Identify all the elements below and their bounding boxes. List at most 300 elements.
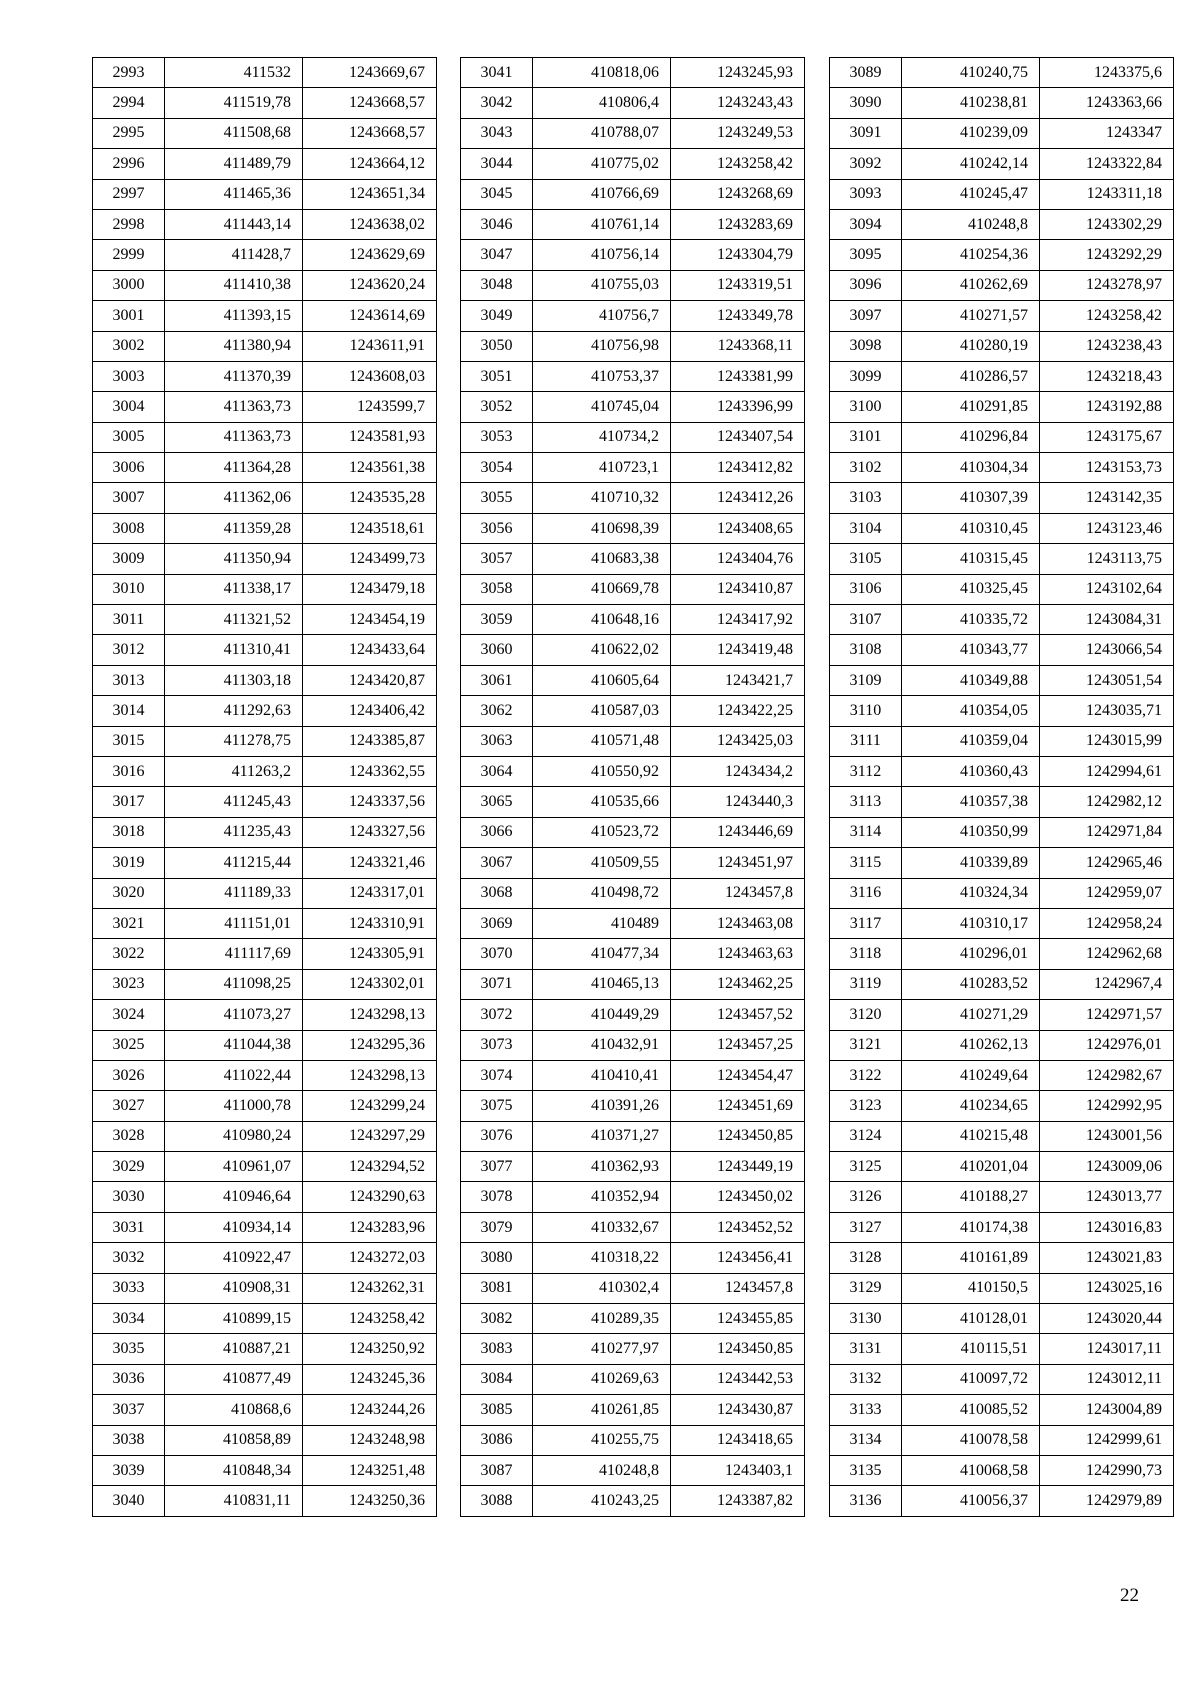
table-row bbox=[93, 483, 437, 513]
x-coordinate-cell: 410946,64 bbox=[165, 1182, 303, 1212]
x-coordinate-cell: 410271,57 bbox=[902, 301, 1040, 331]
y-coordinate-cell: 1243463,08 bbox=[671, 908, 805, 938]
table-row bbox=[93, 1395, 437, 1425]
table-row bbox=[93, 1425, 437, 1455]
x-coordinate-cell: 410339,89 bbox=[902, 848, 1040, 878]
point-number-cell: 3128 bbox=[830, 1243, 902, 1273]
x-coordinate-cell: 410283,52 bbox=[902, 969, 1040, 999]
y-coordinate-cell: 1243407,54 bbox=[671, 422, 805, 452]
y-coordinate-cell: 1243664,12 bbox=[303, 149, 437, 179]
x-coordinate-cell: 411292,63 bbox=[165, 696, 303, 726]
x-coordinate-cell: 410238,81 bbox=[902, 88, 1040, 118]
y-coordinate-cell: 1243258,42 bbox=[1040, 301, 1174, 331]
x-coordinate-cell: 410286,57 bbox=[902, 361, 1040, 391]
table-row bbox=[93, 1030, 437, 1060]
point-number-cell: 3001 bbox=[93, 301, 165, 331]
point-number-cell: 3011 bbox=[93, 605, 165, 635]
table-row bbox=[461, 848, 805, 878]
table-row bbox=[830, 848, 1174, 878]
x-coordinate-cell: 410465,13 bbox=[533, 969, 671, 999]
point-number-cell: 3016 bbox=[93, 756, 165, 786]
x-coordinate-cell: 410343,77 bbox=[902, 635, 1040, 665]
y-coordinate-cell: 1243419,48 bbox=[671, 635, 805, 665]
y-coordinate-cell: 1243245,93 bbox=[671, 58, 805, 88]
point-number-cell: 3085 bbox=[461, 1395, 533, 1425]
table-row bbox=[830, 58, 1174, 88]
table-row bbox=[93, 878, 437, 908]
point-number-cell: 3082 bbox=[461, 1304, 533, 1334]
table-row bbox=[93, 1121, 437, 1151]
y-coordinate-cell: 1243298,13 bbox=[303, 1000, 437, 1030]
table-row bbox=[461, 817, 805, 847]
point-number-cell: 3072 bbox=[461, 1000, 533, 1030]
table-row bbox=[93, 58, 437, 88]
point-number-cell: 3056 bbox=[461, 513, 533, 543]
x-coordinate-cell: 410332,67 bbox=[533, 1212, 671, 1242]
y-coordinate-cell: 1243245,36 bbox=[303, 1364, 437, 1394]
table-row bbox=[93, 787, 437, 817]
point-number-cell: 3038 bbox=[93, 1425, 165, 1455]
table-row bbox=[830, 422, 1174, 452]
point-number-cell: 3020 bbox=[93, 878, 165, 908]
x-coordinate-cell: 411022,44 bbox=[165, 1060, 303, 1090]
x-coordinate-cell: 410056,37 bbox=[902, 1486, 1040, 1516]
table-row bbox=[461, 331, 805, 361]
x-coordinate-cell: 411278,75 bbox=[165, 726, 303, 756]
x-coordinate-cell: 410239,09 bbox=[902, 118, 1040, 148]
table-row bbox=[830, 270, 1174, 300]
point-number-cell: 3132 bbox=[830, 1364, 902, 1394]
x-coordinate-cell: 410261,85 bbox=[533, 1395, 671, 1425]
y-coordinate-cell: 1243462,25 bbox=[671, 969, 805, 999]
point-number-cell: 3041 bbox=[461, 58, 533, 88]
point-number-cell: 3060 bbox=[461, 635, 533, 665]
y-coordinate-cell: 1242965,46 bbox=[1040, 848, 1174, 878]
point-number-cell: 3100 bbox=[830, 392, 902, 422]
point-number-cell: 3133 bbox=[830, 1395, 902, 1425]
point-number-cell: 3048 bbox=[461, 270, 533, 300]
x-coordinate-cell: 410755,03 bbox=[533, 270, 671, 300]
y-coordinate-cell: 1242982,12 bbox=[1040, 787, 1174, 817]
y-coordinate-cell: 1243305,91 bbox=[303, 939, 437, 969]
table-row bbox=[461, 635, 805, 665]
table-row bbox=[461, 513, 805, 543]
y-coordinate-cell: 1243422,25 bbox=[671, 696, 805, 726]
point-number-cell: 3043 bbox=[461, 118, 533, 148]
point-number-cell: 3130 bbox=[830, 1304, 902, 1334]
x-coordinate-cell: 410262,13 bbox=[902, 1030, 1040, 1060]
x-coordinate-cell: 410354,05 bbox=[902, 696, 1040, 726]
x-coordinate-cell: 410698,39 bbox=[533, 513, 671, 543]
point-number-cell: 3040 bbox=[93, 1486, 165, 1516]
x-coordinate-cell: 410605,64 bbox=[533, 665, 671, 695]
x-coordinate-cell: 411215,44 bbox=[165, 848, 303, 878]
y-coordinate-cell: 1243385,87 bbox=[303, 726, 437, 756]
y-coordinate-cell: 1243295,36 bbox=[303, 1030, 437, 1060]
y-coordinate-cell: 1243611,91 bbox=[303, 331, 437, 361]
point-number-cell: 3090 bbox=[830, 88, 902, 118]
x-coordinate-cell: 410756,98 bbox=[533, 331, 671, 361]
point-number-cell: 3081 bbox=[461, 1273, 533, 1303]
table-row bbox=[461, 483, 805, 513]
table-row bbox=[461, 1121, 805, 1151]
y-coordinate-cell: 1243283,96 bbox=[303, 1212, 437, 1242]
x-coordinate-cell: 410745,04 bbox=[533, 392, 671, 422]
point-number-cell: 3025 bbox=[93, 1030, 165, 1060]
point-number-cell: 3109 bbox=[830, 665, 902, 695]
y-coordinate-cell: 1243021,83 bbox=[1040, 1243, 1174, 1273]
point-number-cell: 3096 bbox=[830, 270, 902, 300]
table-row bbox=[830, 118, 1174, 148]
table-row bbox=[461, 301, 805, 331]
table-row bbox=[461, 939, 805, 969]
table-row bbox=[93, 209, 437, 239]
table-row bbox=[93, 848, 437, 878]
x-coordinate-cell: 410296,01 bbox=[902, 939, 1040, 969]
y-coordinate-cell: 1243535,28 bbox=[303, 483, 437, 513]
point-number-cell: 3115 bbox=[830, 848, 902, 878]
table-row bbox=[93, 361, 437, 391]
x-coordinate-cell: 410587,03 bbox=[533, 696, 671, 726]
y-coordinate-cell: 1243421,7 bbox=[671, 665, 805, 695]
x-coordinate-cell: 410899,15 bbox=[165, 1304, 303, 1334]
x-coordinate-cell: 410310,45 bbox=[902, 513, 1040, 543]
x-coordinate-cell: 411321,52 bbox=[165, 605, 303, 635]
table-row bbox=[93, 939, 437, 969]
x-coordinate-cell: 411362,06 bbox=[165, 483, 303, 513]
x-coordinate-cell: 410269,63 bbox=[533, 1364, 671, 1394]
x-coordinate-cell: 410357,38 bbox=[902, 787, 1040, 817]
y-coordinate-cell: 1243015,99 bbox=[1040, 726, 1174, 756]
y-coordinate-cell: 1243243,43 bbox=[671, 88, 805, 118]
table-row bbox=[461, 1425, 805, 1455]
point-number-cell: 3063 bbox=[461, 726, 533, 756]
y-coordinate-cell: 1243457,52 bbox=[671, 1000, 805, 1030]
y-coordinate-cell: 1243620,24 bbox=[303, 270, 437, 300]
x-coordinate-cell: 411519,78 bbox=[165, 88, 303, 118]
x-coordinate-cell: 410887,21 bbox=[165, 1334, 303, 1364]
table-row bbox=[830, 878, 1174, 908]
y-coordinate-cell: 1243668,57 bbox=[303, 118, 437, 148]
x-coordinate-cell: 410068,58 bbox=[902, 1455, 1040, 1485]
x-coordinate-cell: 410242,14 bbox=[902, 149, 1040, 179]
point-number-cell: 3039 bbox=[93, 1455, 165, 1485]
x-coordinate-cell: 410858,89 bbox=[165, 1425, 303, 1455]
y-coordinate-cell: 1243142,35 bbox=[1040, 483, 1174, 513]
table-row bbox=[461, 240, 805, 270]
y-coordinate-cell: 1243368,11 bbox=[671, 331, 805, 361]
x-coordinate-cell: 410818,06 bbox=[533, 58, 671, 88]
table-row bbox=[93, 179, 437, 209]
x-coordinate-cell: 410318,22 bbox=[533, 1243, 671, 1273]
y-coordinate-cell: 1243123,46 bbox=[1040, 513, 1174, 543]
y-coordinate-cell: 1243113,75 bbox=[1040, 544, 1174, 574]
table-row bbox=[93, 756, 437, 786]
point-number-cell: 3017 bbox=[93, 787, 165, 817]
x-coordinate-cell: 410335,72 bbox=[902, 605, 1040, 635]
x-coordinate-cell: 410806,4 bbox=[533, 88, 671, 118]
table-row bbox=[93, 544, 437, 574]
x-coordinate-cell: 410571,48 bbox=[533, 726, 671, 756]
table-row bbox=[93, 1304, 437, 1334]
page-number: 22 bbox=[1120, 1585, 1139, 1606]
table-row bbox=[461, 422, 805, 452]
table-row bbox=[830, 969, 1174, 999]
point-number-cell: 3091 bbox=[830, 118, 902, 148]
point-number-cell: 3079 bbox=[461, 1212, 533, 1242]
y-coordinate-cell: 1243387,82 bbox=[671, 1486, 805, 1516]
table-row bbox=[830, 1030, 1174, 1060]
point-number-cell: 3023 bbox=[93, 969, 165, 999]
y-coordinate-cell: 1243020,44 bbox=[1040, 1304, 1174, 1334]
table-row bbox=[93, 908, 437, 938]
x-coordinate-cell: 410085,52 bbox=[902, 1395, 1040, 1425]
y-coordinate-cell: 1243102,64 bbox=[1040, 574, 1174, 604]
x-coordinate-cell: 410710,32 bbox=[533, 483, 671, 513]
y-coordinate-cell: 1243599,7 bbox=[303, 392, 437, 422]
point-number-cell: 3052 bbox=[461, 392, 533, 422]
y-coordinate-cell: 1242967,4 bbox=[1040, 969, 1174, 999]
point-number-cell: 3134 bbox=[830, 1425, 902, 1455]
y-coordinate-cell: 1243410,87 bbox=[671, 574, 805, 604]
x-coordinate-cell: 410432,91 bbox=[533, 1030, 671, 1060]
point-number-cell: 3117 bbox=[830, 908, 902, 938]
table-row bbox=[93, 574, 437, 604]
table-row bbox=[461, 1455, 805, 1485]
table-row bbox=[93, 1000, 437, 1030]
y-coordinate-cell: 1243250,92 bbox=[303, 1334, 437, 1364]
x-coordinate-cell: 410391,26 bbox=[533, 1091, 671, 1121]
table-row bbox=[461, 696, 805, 726]
x-coordinate-cell: 410277,97 bbox=[533, 1334, 671, 1364]
y-coordinate-cell: 1243298,13 bbox=[303, 1060, 437, 1090]
point-number-cell: 3045 bbox=[461, 179, 533, 209]
point-number-cell: 3027 bbox=[93, 1091, 165, 1121]
point-number-cell: 3015 bbox=[93, 726, 165, 756]
x-coordinate-cell: 410240,75 bbox=[902, 58, 1040, 88]
y-coordinate-cell: 1243302,29 bbox=[1040, 209, 1174, 239]
table-row bbox=[93, 1212, 437, 1242]
y-coordinate-cell: 1243457,8 bbox=[671, 1273, 805, 1303]
y-coordinate-cell: 1243153,73 bbox=[1040, 453, 1174, 483]
x-coordinate-cell: 411189,33 bbox=[165, 878, 303, 908]
point-number-cell: 3126 bbox=[830, 1182, 902, 1212]
point-number-cell: 3005 bbox=[93, 422, 165, 452]
table-row bbox=[830, 1425, 1174, 1455]
table-row bbox=[461, 118, 805, 148]
x-coordinate-cell: 410248,8 bbox=[533, 1455, 671, 1485]
table-row bbox=[461, 1364, 805, 1394]
y-coordinate-cell: 1243457,8 bbox=[671, 878, 805, 908]
y-coordinate-cell: 1243463,63 bbox=[671, 939, 805, 969]
table-row bbox=[93, 1334, 437, 1364]
x-coordinate-cell: 410734,2 bbox=[533, 422, 671, 452]
table-row bbox=[93, 240, 437, 270]
y-coordinate-cell: 1243319,51 bbox=[671, 270, 805, 300]
y-coordinate-cell: 1243294,52 bbox=[303, 1152, 437, 1182]
point-number-cell: 2999 bbox=[93, 240, 165, 270]
x-coordinate-cell: 410097,72 bbox=[902, 1364, 1040, 1394]
y-coordinate-cell: 1243192,88 bbox=[1040, 392, 1174, 422]
y-coordinate-cell: 1243262,31 bbox=[303, 1273, 437, 1303]
y-coordinate-cell: 1242976,01 bbox=[1040, 1030, 1174, 1060]
y-coordinate-cell: 1243311,18 bbox=[1040, 179, 1174, 209]
x-coordinate-cell: 410761,14 bbox=[533, 209, 671, 239]
x-coordinate-cell: 411410,38 bbox=[165, 270, 303, 300]
y-coordinate-cell: 1243629,69 bbox=[303, 240, 437, 270]
point-number-cell: 3110 bbox=[830, 696, 902, 726]
table-row bbox=[93, 1182, 437, 1212]
table-row bbox=[830, 453, 1174, 483]
x-coordinate-cell: 411310,41 bbox=[165, 635, 303, 665]
y-coordinate-cell: 1243412,82 bbox=[671, 453, 805, 483]
y-coordinate-cell: 1242971,84 bbox=[1040, 817, 1174, 847]
point-number-cell: 3037 bbox=[93, 1395, 165, 1425]
point-number-cell: 3071 bbox=[461, 969, 533, 999]
x-coordinate-cell: 411443,14 bbox=[165, 209, 303, 239]
point-number-cell: 3093 bbox=[830, 179, 902, 209]
table-row bbox=[830, 331, 1174, 361]
point-number-cell: 3124 bbox=[830, 1121, 902, 1151]
table-row bbox=[830, 88, 1174, 118]
x-coordinate-cell: 410255,75 bbox=[533, 1425, 671, 1455]
y-coordinate-cell: 1243017,11 bbox=[1040, 1334, 1174, 1364]
point-number-cell: 3010 bbox=[93, 574, 165, 604]
x-coordinate-cell: 410756,7 bbox=[533, 301, 671, 331]
point-number-cell: 3030 bbox=[93, 1182, 165, 1212]
y-coordinate-cell: 1243322,84 bbox=[1040, 149, 1174, 179]
y-coordinate-cell: 1243025,16 bbox=[1040, 1273, 1174, 1303]
y-coordinate-cell: 1243412,26 bbox=[671, 483, 805, 513]
y-coordinate-cell: 1243457,25 bbox=[671, 1030, 805, 1060]
table-row bbox=[830, 635, 1174, 665]
y-coordinate-cell: 1243455,85 bbox=[671, 1304, 805, 1334]
point-number-cell: 3022 bbox=[93, 939, 165, 969]
table-row bbox=[830, 179, 1174, 209]
point-number-cell: 3066 bbox=[461, 817, 533, 847]
table-row bbox=[93, 1455, 437, 1485]
y-coordinate-cell: 1243561,38 bbox=[303, 453, 437, 483]
y-coordinate-cell: 1243608,03 bbox=[303, 361, 437, 391]
table-row bbox=[461, 605, 805, 635]
point-number-cell: 3059 bbox=[461, 605, 533, 635]
y-coordinate-cell: 1243381,99 bbox=[671, 361, 805, 391]
y-coordinate-cell: 1243290,63 bbox=[303, 1182, 437, 1212]
table-row bbox=[93, 392, 437, 422]
x-coordinate-cell: 410934,14 bbox=[165, 1212, 303, 1242]
y-coordinate-cell: 1243425,03 bbox=[671, 726, 805, 756]
point-number-cell: 3107 bbox=[830, 605, 902, 635]
y-coordinate-cell: 1243581,93 bbox=[303, 422, 437, 452]
table-row bbox=[93, 422, 437, 452]
point-number-cell: 3007 bbox=[93, 483, 165, 513]
point-number-cell: 3073 bbox=[461, 1030, 533, 1060]
x-coordinate-cell: 410371,27 bbox=[533, 1121, 671, 1151]
y-coordinate-cell: 1243668,57 bbox=[303, 88, 437, 118]
table-row bbox=[93, 270, 437, 300]
table-row bbox=[830, 544, 1174, 574]
y-coordinate-cell: 1243249,53 bbox=[671, 118, 805, 148]
x-coordinate-cell: 411393,15 bbox=[165, 301, 303, 331]
table-row bbox=[830, 1060, 1174, 1090]
point-number-cell: 3003 bbox=[93, 361, 165, 391]
x-coordinate-cell: 410775,02 bbox=[533, 149, 671, 179]
point-number-cell: 2997 bbox=[93, 179, 165, 209]
x-coordinate-cell: 411117,69 bbox=[165, 939, 303, 969]
y-coordinate-cell: 1243450,85 bbox=[671, 1121, 805, 1151]
y-coordinate-cell: 1243404,76 bbox=[671, 544, 805, 574]
table-row bbox=[830, 1182, 1174, 1212]
point-number-cell: 3054 bbox=[461, 453, 533, 483]
y-coordinate-cell: 1243016,83 bbox=[1040, 1212, 1174, 1242]
x-coordinate-cell: 411489,79 bbox=[165, 149, 303, 179]
point-number-cell: 3024 bbox=[93, 1000, 165, 1030]
x-coordinate-cell: 410201,04 bbox=[902, 1152, 1040, 1182]
point-number-cell: 3120 bbox=[830, 1000, 902, 1030]
x-coordinate-cell: 410243,25 bbox=[533, 1486, 671, 1516]
x-coordinate-cell: 411263,2 bbox=[165, 756, 303, 786]
point-number-cell: 3021 bbox=[93, 908, 165, 938]
table-row bbox=[830, 1304, 1174, 1334]
table-row bbox=[461, 574, 805, 604]
point-number-cell: 2996 bbox=[93, 149, 165, 179]
y-coordinate-cell: 1243012,11 bbox=[1040, 1364, 1174, 1394]
point-number-cell: 3034 bbox=[93, 1304, 165, 1334]
y-coordinate-cell: 1243454,47 bbox=[671, 1060, 805, 1090]
point-number-cell: 3087 bbox=[461, 1455, 533, 1485]
point-number-cell: 3053 bbox=[461, 422, 533, 452]
point-number-cell: 3102 bbox=[830, 453, 902, 483]
x-coordinate-cell: 410289,35 bbox=[533, 1304, 671, 1334]
point-number-cell: 3099 bbox=[830, 361, 902, 391]
x-coordinate-cell: 410262,69 bbox=[902, 270, 1040, 300]
point-number-cell: 3004 bbox=[93, 392, 165, 422]
table-row bbox=[93, 817, 437, 847]
point-number-cell: 3062 bbox=[461, 696, 533, 726]
y-coordinate-cell: 1242994,61 bbox=[1040, 756, 1174, 786]
y-coordinate-cell: 1242959,07 bbox=[1040, 878, 1174, 908]
point-number-cell: 3050 bbox=[461, 331, 533, 361]
table-row bbox=[461, 1212, 805, 1242]
table-row bbox=[830, 240, 1174, 270]
table-row bbox=[830, 1395, 1174, 1425]
table-row bbox=[93, 149, 437, 179]
table-row bbox=[461, 969, 805, 999]
point-number-cell: 3014 bbox=[93, 696, 165, 726]
x-coordinate-cell: 411359,28 bbox=[165, 513, 303, 543]
y-coordinate-cell: 1243302,01 bbox=[303, 969, 437, 999]
x-coordinate-cell: 410245,47 bbox=[902, 179, 1040, 209]
point-number-cell: 3055 bbox=[461, 483, 533, 513]
point-number-cell: 3118 bbox=[830, 939, 902, 969]
point-number-cell: 2995 bbox=[93, 118, 165, 148]
table-row bbox=[461, 58, 805, 88]
x-coordinate-cell: 410848,34 bbox=[165, 1455, 303, 1485]
table-row bbox=[830, 1334, 1174, 1364]
point-number-cell: 3013 bbox=[93, 665, 165, 695]
y-coordinate-cell: 1243638,02 bbox=[303, 209, 437, 239]
point-number-cell: 3044 bbox=[461, 149, 533, 179]
y-coordinate-cell: 1243456,41 bbox=[671, 1243, 805, 1273]
point-number-cell: 3065 bbox=[461, 787, 533, 817]
x-coordinate-cell: 410622,02 bbox=[533, 635, 671, 665]
y-coordinate-cell: 1242999,61 bbox=[1040, 1425, 1174, 1455]
point-number-cell: 3106 bbox=[830, 574, 902, 604]
y-coordinate-cell: 1243283,69 bbox=[671, 209, 805, 239]
table-row bbox=[830, 605, 1174, 635]
point-number-cell: 3104 bbox=[830, 513, 902, 543]
x-coordinate-cell: 410271,29 bbox=[902, 1000, 1040, 1030]
